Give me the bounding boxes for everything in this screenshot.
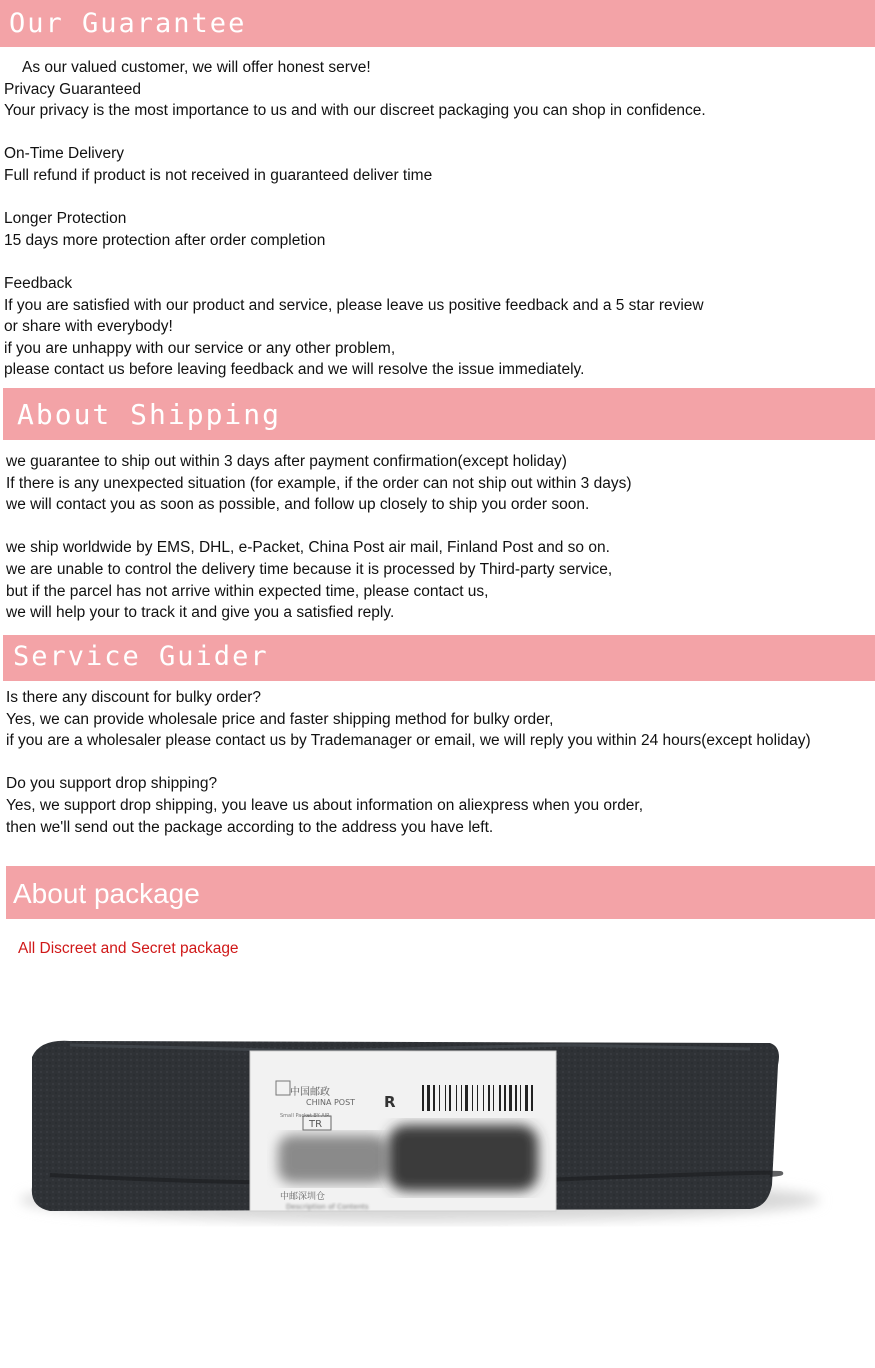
shipping-line: we guarantee to ship out within 3 days after payment confirmation(except holiday) xyxy=(6,453,567,470)
spacer xyxy=(4,187,706,209)
package-photo xyxy=(10,975,860,1360)
barcode-bar xyxy=(449,1085,451,1111)
guarantee-body xyxy=(4,57,706,381)
guarantee-line: Privacy Guaranteed xyxy=(4,80,141,98)
shipping-line: we are unable to control the delivery time because it is processed by Third-party service, xyxy=(6,560,613,578)
service-line: Yes, we support drop shipping, you leave us about information on aliexpress when you order, xyxy=(6,796,644,814)
service-line: Yes, we can provide wholesale price and faster shipping method for bulky order, xyxy=(6,710,554,728)
barcode-bar xyxy=(427,1085,430,1111)
label-brand-en: CHINA POST xyxy=(306,1098,356,1107)
label-footer: Description of Contents xyxy=(286,1203,369,1211)
spacer xyxy=(4,122,706,144)
barcode-bar xyxy=(504,1085,506,1111)
guarantee-line: On-Time Delivery xyxy=(4,145,124,163)
barcode-bar xyxy=(520,1085,521,1111)
label-packet-line: Small Packet BY AIR xyxy=(280,1113,330,1119)
redacted-sender xyxy=(278,1135,388,1183)
barcode-bar xyxy=(439,1085,440,1111)
guarantee-line: or share with everybody! xyxy=(4,318,173,336)
spacer xyxy=(6,516,632,538)
guarantee-line: Your privacy is the most importance to us and with our discreet packaging you can shop in confidence. xyxy=(4,102,706,120)
barcode-bar xyxy=(456,1085,457,1111)
guarantee-title: Our Guarantee xyxy=(9,8,247,39)
guarantee-banner xyxy=(0,0,875,47)
barcode-bar xyxy=(509,1085,512,1111)
guarantee-line: Feedback xyxy=(4,274,73,292)
service-body xyxy=(6,687,811,838)
service-line: Do you support drop shipping? xyxy=(6,775,218,793)
redacted-address xyxy=(388,1125,538,1191)
barcode-bar xyxy=(525,1085,528,1111)
barcode-bar xyxy=(461,1085,462,1111)
barcode-bar xyxy=(483,1085,484,1111)
guarantee-line: Longer Protection xyxy=(4,210,127,228)
service-title: Service Guider xyxy=(13,641,269,672)
shipping-title: About Shipping xyxy=(17,398,282,431)
service-banner xyxy=(3,635,875,681)
barcode-bar xyxy=(445,1085,446,1111)
guarantee-line: If you are satisfied with our product and service, please leave us positive feedback and a 5 star review xyxy=(4,296,704,314)
label-registered: R xyxy=(384,1093,396,1111)
label-brand-cn: 中国邮政 xyxy=(290,1087,330,1098)
label-code: TR xyxy=(309,1119,323,1130)
service-line: Is there any discount for bulky order? xyxy=(6,689,262,706)
barcode-bar xyxy=(499,1085,501,1111)
guarantee-line: Full refund if product is not received in guaranteed deliver time xyxy=(4,166,433,184)
shipping-line: we will help your to track it and give you a satisfied reply. xyxy=(6,604,395,622)
shipping-line: we will contact you as soon as possible, and follow up closely to ship you order soon. xyxy=(6,496,590,514)
guarantee-line: if you are unhappy with our service or any other problem, xyxy=(4,339,396,357)
guarantee-intro: As our valued customer, we will offer honest serve! xyxy=(22,59,371,76)
package-caption: All Discreet and Secret package xyxy=(18,940,239,957)
service-line: if you are a wholesaler please contact us by Trademanager or email, we will reply you within 24 hours(except holiday) xyxy=(6,732,811,750)
shipping-banner xyxy=(3,388,875,440)
barcode-bar xyxy=(515,1085,517,1111)
package-banner xyxy=(6,866,875,919)
barcode-bar xyxy=(472,1085,473,1111)
barcode-bar xyxy=(493,1085,494,1111)
shipping-line: we ship worldwide by EMS, DHL, e-Packet, China Post air mail, Finland Post and so on. xyxy=(6,539,610,557)
label-office: 中邮深圳仓 xyxy=(280,1192,326,1202)
spacer xyxy=(4,251,706,273)
barcode-bar xyxy=(433,1085,435,1111)
barcode-bar xyxy=(465,1085,468,1111)
shipping-line: If there is any unexpected situation (for example, if the order can not ship out within 3 days) xyxy=(6,474,632,492)
shipping-line: but if the parcel has not arrive within expected time, please contact us, xyxy=(6,582,489,600)
spacer xyxy=(6,752,811,774)
package-title: About package xyxy=(13,878,200,909)
barcode-bar xyxy=(422,1085,424,1111)
barcode-bar xyxy=(531,1085,533,1111)
barcode-bar xyxy=(477,1085,478,1111)
barcode-bar xyxy=(488,1085,490,1111)
guarantee-line: please contact us before leaving feedback and we will resolve the issue immediately. xyxy=(4,361,585,379)
shipping-body xyxy=(6,451,632,624)
package-illustration xyxy=(10,975,860,1360)
service-line: then we'll send out the package according to the address you have left. xyxy=(6,818,494,836)
guarantee-line: 15 days more protection after order completion xyxy=(4,231,326,249)
